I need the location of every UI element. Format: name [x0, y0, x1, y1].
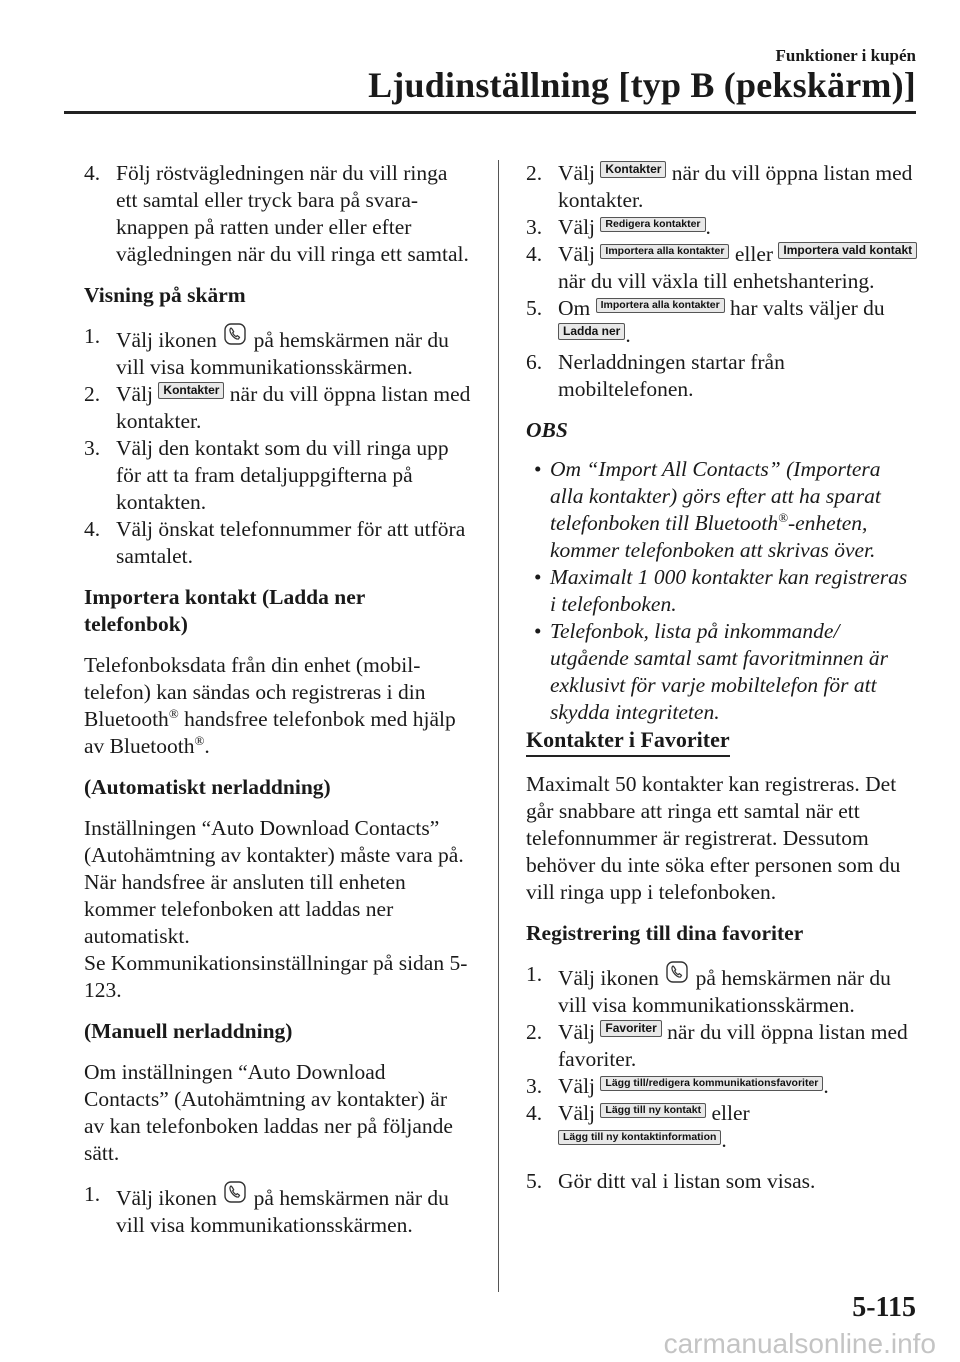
import-paragraph: Telefonboksdata från din enhet (mobil-telefon) kan sändas och registreras i din Bluetooth® handsfree telefonbok med hjälp av Bluetooth®. [84, 653, 456, 758]
favoriter-button[interactable]: Favoriter [600, 1020, 661, 1037]
note-item: • Telefonbok, lista på inkommande/ utgående samtal samt favoritminnen är exklusivt för varje mobiltelefon för att skydda integriteten. [534, 619, 889, 724]
list-item: 1. Välj ikonen på hemskärmen när du vill visa kommunikationsskärmen. [84, 324, 449, 379]
left-column [84, 160, 472, 1239]
list-item: 3. Välj Redigera kontakter . [526, 215, 711, 239]
running-header-section: Funktioner i kupén [775, 46, 916, 65]
section-heading-visning: Visning på skärm [84, 283, 246, 307]
right-column [526, 160, 918, 1195]
note-item: • Om “Import All Contacts” (Importera alla kontakter) görs efter att ha sparat telefonboken till Bluetooth®-enheten, kommer telefonboken att skrivas över. [534, 457, 881, 562]
kontakter-button[interactable]: Kontakter [600, 161, 666, 178]
list-item: 1. Välj ikonen på hemskärmen när du vill visa kommunikationsskärmen. [526, 962, 891, 1017]
lagg-till-ny-kontakt-button[interactable]: Lägg till ny kontakt [600, 1103, 706, 1118]
list-item: 1. Välj ikonen på hemskärmen när du vill visa kommunikationsskärmen. [84, 1182, 449, 1237]
list-item: 6. Nerladdningen startar från mobiltelefonen. [526, 350, 785, 401]
lagg-till-redigera-favoriter-button[interactable]: Lägg till/redigera kommunikationsfavoriter [600, 1076, 823, 1091]
list-item: 3. Välj Lägg till/redigera kommunikationsfavoriter . [526, 1074, 829, 1098]
list-item: 3. Välj den kontakt som du vill ringa upp för att ta fram detaljuppgifterna på kontakten. [84, 436, 449, 514]
section-heading-registrering: Registrering till dina favoriter [526, 921, 804, 945]
section-heading-favoriter: Kontakter i Favoriter [526, 726, 730, 757]
importera-alla-kontakter-button[interactable]: Importera alla kontakter [596, 298, 725, 313]
kontakter-button[interactable]: Kontakter [158, 382, 224, 399]
list-item: 5. Gör ditt val i listan som visas. [526, 1169, 816, 1193]
importera-vald-kontakt-button[interactable]: Importera vald kontakt [778, 242, 917, 259]
page-title: Ljudinställning [typ B (pekskärm)] [368, 65, 916, 105]
importera-alla-kontakter-button[interactable]: Importera alla kontakter [600, 244, 729, 259]
section-heading-manual: (Manuell nerladdning) [84, 1019, 293, 1043]
note-item: • Maximalt 1 000 kontakter kan registreras i telefonboken. [534, 565, 908, 616]
section-heading-import: Importera kontakt (Ladda ner telefonbok) [84, 585, 365, 636]
section-heading-auto: (Automatiskt nerladdning) [84, 775, 331, 799]
list-item: 4. Välj Lägg till ny kontakt eller Lägg till ny kontaktinformation . [526, 1101, 750, 1152]
phone-handset-icon [224, 323, 246, 345]
manual-paragraph: Om inställningen “Auto Download Contacts” (Autohämtning av kontakter) är av kan telefonboken laddas ner på följande sätt. [84, 1060, 453, 1165]
auto-reference: Se Kommunikationsinställningar på sidan 5-123. [84, 951, 468, 1002]
list-item: 4. Välj Importera alla kontakter eller Importera vald kontakt när du vill växla till enhetshantering. [526, 241, 918, 295]
page-number: 5-115 [852, 1292, 916, 1323]
watermark: carmanualsonline.info [663, 1328, 936, 1359]
auto-paragraph: Inställningen “Auto Download Contacts” (Autohämtning av kontakter) måste vara på. När handsfree är ansluten till enheten kommer telefonboken att laddas ner automatiskt. [84, 816, 464, 948]
favoriter-paragraph: Maximalt 50 kontakter kan registreras. Det går snabbare att ringa ett samtal när ett telefonnummer är registrerat. Dessutom behöver du inte söka efter personen som du vill ringa upp i telefonboken. [526, 772, 901, 904]
list-item: 2. Välj Favoriter när du vill öppna listan med favoriter. [526, 1020, 908, 1071]
list-item: 4. Följ röstvägledningen när du vill ringa ett samtal eller tryck bara på svara-knappen på ratten under eller efter vägledningen när du vill ringa ett samtal. [84, 161, 469, 266]
list-item: 2. Välj Kontakter när du vill öppna listan med kontakter. [84, 382, 471, 433]
list-item: 5. Om Importera alla kontakter har valts väljer du Ladda ner . [526, 296, 885, 347]
column-divider [498, 160, 499, 1292]
list-item: 4. Välj önskat telefonnummer för att utföra samtalet. [84, 517, 466, 568]
phone-handset-icon [224, 1181, 246, 1203]
list-item: 2. Välj Kontakter när du vill öppna listan med kontakter. [526, 161, 913, 212]
phone-handset-icon [666, 961, 688, 983]
header-rule [64, 111, 916, 114]
ladda-ner-button[interactable]: Ladda ner [558, 323, 625, 340]
redigera-kontakter-button[interactable]: Redigera kontakter [600, 217, 705, 232]
lagg-till-ny-kontaktinformation-button[interactable]: Lägg till ny kontaktinformation [558, 1130, 721, 1145]
note-heading: OBS [526, 418, 568, 442]
